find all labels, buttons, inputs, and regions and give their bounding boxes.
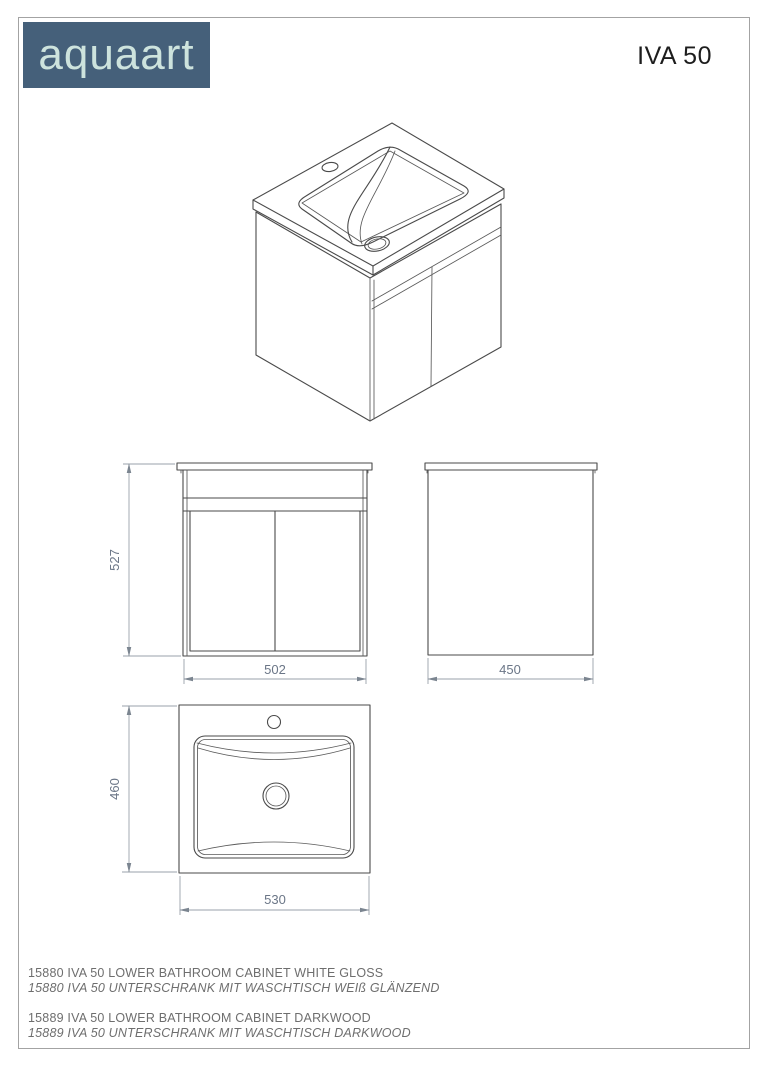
product-name-en: 15889 IVA 50 LOWER BATHROOM CABINET DARKWOOD: [28, 1011, 371, 1025]
dimension-washbasin-depth: 460: [107, 778, 122, 800]
tap-hole-top: [268, 716, 281, 729]
brand-logo-text: aquaart: [38, 30, 195, 79]
side-view-dimensions: [428, 658, 593, 684]
side-view: [425, 463, 597, 655]
product-name-de: 15880 IVA 50 UNTERSCHRANK MIT WASCHTISCH WEIß GLÄNZEND: [28, 981, 440, 995]
top-view: [179, 705, 370, 873]
tap-hole-iso: [321, 161, 338, 172]
dimension-cabinet-depth: 450: [499, 662, 521, 677]
dimension-cabinet-width: 502: [264, 662, 286, 677]
dimension-cabinet-height: 527: [107, 549, 122, 571]
front-view: [177, 463, 372, 656]
top-view-dimensions: [107, 706, 369, 915]
product-list: [28, 966, 440, 1056]
dimension-washbasin-width: 530: [264, 892, 286, 907]
drain-top: [263, 783, 289, 809]
product-name-en: 15880 IVA 50 LOWER BATHROOM CABINET WHITE GLOSS: [28, 966, 384, 980]
isometric-view: [253, 123, 504, 421]
product-name-de: 15889 IVA 50 UNTERSCHRANK MIT WASCHTISCH DARKWOOD: [28, 1026, 411, 1040]
product-item: [28, 1011, 440, 1041]
product-title: IVA 50: [637, 42, 712, 70]
product-item: [28, 966, 440, 996]
